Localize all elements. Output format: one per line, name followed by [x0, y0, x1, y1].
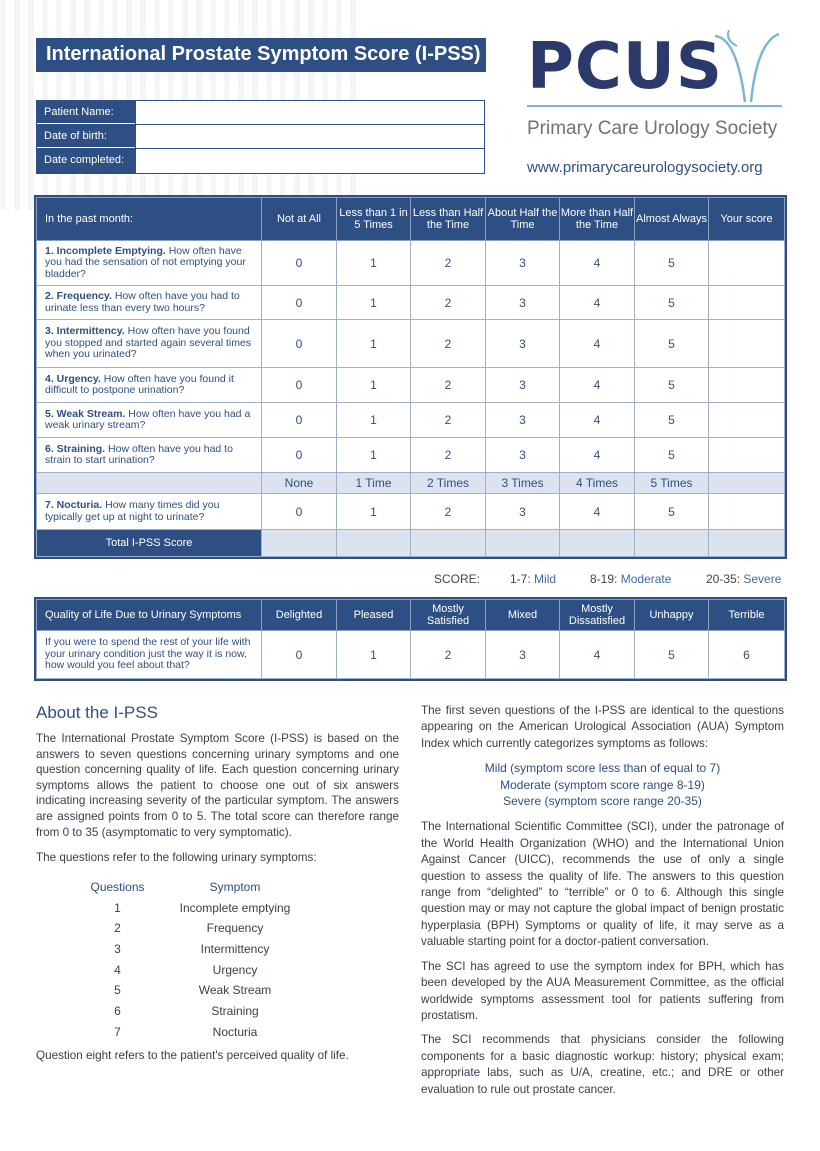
about-paragraph: The International Scientific Committee (SCI), under the patronage of the World Health Organization (WHO) and the International Union Against Cancer (UICC), recommends the use of only a single question to assess the quality of life. The answers to this question range from “delighted” to “terrible” or 0 to 6. Although this single question may or may not capture the global impact of benign prostatic hyperplasia (BPH) Symptoms or quality of life, it may serve as a valuable starting point for a doctor-patient conversation. — [421, 820, 784, 949]
pcus-logo — [525, 28, 795, 183]
category-moderate: Moderate (symptom score range 8-19) — [500, 777, 705, 792]
date-completed-row — [37, 149, 484, 173]
score-option[interactable]: 0 — [262, 320, 337, 368]
qol-question: If you were to spend the rest of your life with your urinary condition just the way it is now, how would you feel about that? — [37, 631, 262, 679]
moderate-range-value: 8-19: — [590, 572, 618, 586]
symptom-number: 4 — [114, 962, 121, 977]
question-text: How many times did you typically get up at night to urinate? — [45, 499, 220, 523]
qol-score-option[interactable]: 6 — [709, 631, 785, 679]
question-cell — [37, 320, 262, 368]
score-option[interactable]: 0 — [262, 438, 337, 473]
about-paragraph: The SCI has agreed to use the symptom index for BPH, which has been developed by the AUA Measurement Committee, as the official worldwide symptoms assessment tool for patients suffering from prostatism. — [421, 959, 784, 1022]
category-severe: Severe (symptom score range 20-35) — [503, 794, 702, 809]
question-title: 5. Weak Stream. — [45, 407, 126, 420]
total-cell — [560, 530, 635, 557]
about-heading: About the I-PSS — [36, 703, 158, 722]
score-option[interactable]: 1 — [337, 286, 411, 320]
total-cell — [262, 530, 337, 557]
score-option[interactable]: 3 — [486, 368, 560, 403]
question-row — [37, 286, 785, 320]
question-text: How often have you had a weak urinary stream? — [45, 407, 251, 431]
about-paragraph: The International Prostate Symptom Score (I-PSS) is based on the answers to seven questions concerning urinary symptoms and one question concerning quality of life. Each question concerning urinary symptoms allows the patient to choose one out of six answers indicating increasing severity of the particular symptom. The answers are assigned points from 0 to 5. The total score can therefore range from 0 to 35 (asymptomatic to very symptomatic). — [36, 732, 399, 839]
score-option[interactable]: 4 — [560, 438, 635, 473]
moderate-label: Moderate — [620, 572, 672, 586]
question-title: 4. Urgency. — [45, 372, 101, 385]
qol-question-row — [37, 631, 785, 679]
qol-col-header: Pleased — [337, 600, 411, 631]
question-row — [37, 241, 785, 286]
score-option[interactable]: 5 — [635, 241, 709, 286]
qol-score-option[interactable]: 5 — [635, 631, 709, 679]
qol-col-header: Unhappy — [635, 600, 709, 631]
symptom-list — [75, 880, 310, 1046]
nocturia-col-header: 5 Times — [635, 473, 709, 494]
score-option[interactable]: 2 — [411, 438, 486, 473]
qol-col-header: Mixed — [486, 600, 560, 631]
score-option[interactable]: 1 — [337, 494, 411, 530]
question-text: How often have you had to urinate less than every two hours? — [45, 290, 240, 314]
symptom-number: 3 — [114, 942, 121, 957]
question-row — [37, 438, 785, 473]
total-cell — [337, 530, 411, 557]
ipss-header-label: In the past month: — [37, 198, 262, 241]
score-option[interactable]: 0 — [262, 368, 337, 403]
moderate-range — [590, 572, 671, 586]
score-option[interactable]: 3 — [486, 438, 560, 473]
qol-header-label: Quality of Life Due to Urinary Symptoms — [37, 600, 262, 631]
quality-of-life-table — [36, 599, 785, 679]
severe-label: Severe — [743, 572, 782, 586]
score-option[interactable]: 5 — [635, 286, 709, 320]
qol-score-option[interactable]: 0 — [262, 631, 337, 679]
score-option[interactable]: 0 — [262, 403, 337, 438]
score-option[interactable]: 4 — [560, 286, 635, 320]
score-option[interactable]: 3 — [486, 403, 560, 438]
symptom-row — [75, 942, 310, 963]
your-score-cell[interactable] — [709, 241, 785, 286]
your-score-cell[interactable] — [709, 403, 785, 438]
score-option[interactable]: 5 — [635, 403, 709, 438]
ipss-col-header: Your score — [709, 198, 785, 241]
nocturia-col-header: 3 Times — [486, 473, 560, 494]
score-option[interactable]: 4 — [560, 241, 635, 286]
score-option[interactable]: 4 — [560, 368, 635, 403]
about-left-column — [36, 731, 399, 876]
severe-range — [706, 572, 781, 586]
symptom-name: Straining — [211, 1004, 259, 1019]
question-cell — [37, 438, 262, 473]
logo-divider — [527, 105, 782, 107]
question-cell — [37, 241, 262, 286]
question-text: How often have you had the sensation of not emptying your bladder? — [45, 244, 246, 280]
severe-range-value: 20-35: — [706, 572, 741, 586]
category-mild: Mild (symptom score less than of equal to 7) — [484, 761, 721, 776]
question-cell — [37, 494, 262, 530]
question-title: 2. Frequency. — [45, 290, 112, 302]
ipss-col-header: Less than 1 in 5 Times — [337, 198, 411, 241]
ipss-header-row — [37, 198, 785, 241]
score-option[interactable]: 2 — [411, 286, 486, 320]
score-option[interactable]: 5 — [635, 320, 709, 368]
symptom-row — [75, 1025, 310, 1046]
score-option[interactable]: 5 — [635, 494, 709, 530]
nocturia-col-header: 4 Times — [560, 473, 635, 494]
logo-wave-icon — [707, 28, 787, 108]
question-text: How often have you had to strain to start urination? — [45, 442, 233, 466]
total-score-label: Total I-PSS Score — [37, 530, 262, 557]
question-text: How often have you found it difficult to postpone urination? — [45, 372, 234, 396]
score-option[interactable]: 3 — [486, 286, 560, 320]
nocturia-col-header: 2 Times — [411, 473, 486, 494]
mild-label: Mild — [534, 572, 557, 586]
date-of-birth-label: Date of birth: — [37, 125, 135, 148]
score-legend-label: SCORE: — [434, 572, 481, 586]
question-row — [37, 320, 785, 368]
date-of-birth-row — [37, 125, 484, 149]
score-option[interactable]: 5 — [635, 438, 709, 473]
symptom-name: Urgency — [212, 962, 258, 977]
qol-score-option[interactable]: 3 — [486, 631, 560, 679]
score-option[interactable]: 4 — [560, 403, 635, 438]
logo-name: PCUS — [527, 30, 723, 104]
symptom-name: Nocturia — [212, 1024, 258, 1039]
ipss-col-header: Not at All — [262, 198, 337, 241]
symptom-name: Weak Stream — [198, 983, 272, 998]
question-row — [37, 403, 785, 438]
mild-range-value: 1-7: — [510, 572, 531, 586]
qol-score-option[interactable]: 1 — [337, 631, 411, 679]
score-option[interactable]: 1 — [337, 438, 411, 473]
symptom-number: 6 — [114, 1004, 121, 1019]
score-option[interactable]: 2 — [411, 241, 486, 286]
symptom-number: 1 — [114, 900, 121, 915]
score-option[interactable]: 2 — [411, 494, 486, 530]
date-completed-input[interactable] — [135, 149, 484, 173]
ipss-table — [36, 197, 785, 557]
your-score-cell[interactable] — [709, 368, 785, 403]
question-text: How often have you found you stopped and started again several times when you urinated? — [45, 325, 252, 361]
qol-col-header: Mostly Satisfied — [411, 600, 486, 631]
society-url[interactable]: www.primarycareurologysociety.org — [527, 159, 763, 176]
score-option[interactable]: 1 — [337, 320, 411, 368]
total-cell — [486, 530, 560, 557]
qol-col-header: Terrible — [709, 600, 785, 631]
question-cell — [37, 286, 262, 320]
symptom-name: Frequency — [206, 921, 264, 936]
score-option[interactable]: 1 — [337, 241, 411, 286]
score-option[interactable]: 3 — [486, 241, 560, 286]
nocturia-header-empty — [709, 473, 785, 494]
question-cell — [37, 403, 262, 438]
ipss-col-header: Almost Always — [635, 198, 709, 241]
your-score-cell[interactable] — [709, 320, 785, 368]
question-row — [37, 368, 785, 403]
score-option[interactable]: 1 — [337, 403, 411, 438]
symptom-name: Intermittency — [200, 942, 270, 957]
score-option[interactable]: 0 — [262, 241, 337, 286]
mild-range — [510, 572, 556, 586]
question-cell — [37, 368, 262, 403]
symptom-number: 5 — [114, 983, 121, 998]
ipss-col-header: More than Half the Time — [560, 198, 635, 241]
ipss-col-header: About Half the Time — [486, 198, 560, 241]
score-option[interactable]: 4 — [560, 494, 635, 530]
questions-col-header: Questions — [90, 880, 145, 894]
about-right-column — [421, 703, 784, 1106]
score-option[interactable]: 2 — [411, 403, 486, 438]
score-option[interactable]: 0 — [262, 494, 337, 530]
score-option[interactable]: 4 — [560, 320, 635, 368]
symptom-row — [75, 963, 310, 984]
patient-name-label: Patient Name: — [37, 101, 135, 124]
symptom-number: 7 — [114, 1024, 121, 1039]
score-option[interactable]: 3 — [486, 320, 560, 368]
logo-society: Primary Care Urology Society — [527, 118, 778, 139]
about-paragraph: The first seven questions of the I-PSS are identical to the questions appearing on the American Urological Association (AUA) Symptom Index which currently categorizes symptoms as follows: — [421, 704, 784, 750]
nocturia-header-row — [37, 473, 785, 494]
about-paragraph: The questions refer to the following urinary symptoms: — [36, 851, 317, 865]
total-row — [37, 530, 785, 557]
question-row — [37, 494, 785, 530]
nocturia-header-empty — [37, 473, 262, 494]
score-option[interactable]: 2 — [411, 368, 486, 403]
date-of-birth-input[interactable] — [135, 125, 484, 148]
question-eight-note: Question eight refers to the patient's perceived quality of life. — [36, 1049, 349, 1062]
patient-name-row — [37, 101, 484, 125]
qol-col-header: Mostly Dissatisfied — [560, 600, 635, 631]
score-option[interactable]: 5 — [635, 368, 709, 403]
total-score-field[interactable] — [709, 530, 785, 557]
qol-col-header: Delighted — [262, 600, 337, 631]
date-completed-label: Date completed: — [37, 149, 135, 173]
total-cell — [411, 530, 486, 557]
symptom-row — [75, 1004, 310, 1025]
nocturia-col-header: None — [262, 473, 337, 494]
question-title: 3. Intermittency. — [45, 325, 125, 338]
severity-categories — [421, 760, 784, 809]
patient-name-input[interactable] — [135, 101, 484, 124]
symptom-row — [75, 901, 310, 922]
question-title: 6. Straining. — [45, 442, 106, 455]
qol-score-option[interactable]: 2 — [411, 631, 486, 679]
question-title: 1. Incomplete Emptying. — [45, 244, 166, 257]
score-option[interactable]: 1 — [337, 368, 411, 403]
symptom-name: Incomplete emptying — [179, 900, 291, 915]
qol-header-row — [37, 600, 785, 631]
your-score-cell[interactable] — [709, 438, 785, 473]
your-score-cell[interactable] — [709, 286, 785, 320]
score-option[interactable]: 3 — [486, 494, 560, 530]
your-score-cell[interactable] — [709, 494, 785, 530]
qol-score-option[interactable]: 4 — [560, 631, 635, 679]
symptom-row — [75, 983, 310, 1004]
symptom-col-header: Symptom — [209, 880, 261, 894]
total-cell — [635, 530, 709, 557]
score-option[interactable]: 0 — [262, 286, 337, 320]
question-title: 7. Nocturia. — [45, 499, 103, 511]
symptom-list-header — [75, 880, 310, 901]
patient-info-form — [36, 100, 485, 174]
page-title: International Prostate Symptom Score (I-PSS) — [36, 38, 486, 72]
score-option[interactable]: 2 — [411, 320, 486, 368]
ipss-col-header: Less than Half the Time — [411, 198, 486, 241]
about-paragraph: The SCI recommends that physicians consider the following components for a basic diagnostic workup: history; physical exam; appropriate labs, such as U/A, creatine, etc.; and DRE or other evaluation to rule out prostate cancer. — [421, 1033, 784, 1096]
symptom-row — [75, 921, 310, 942]
symptom-number: 2 — [114, 921, 121, 936]
nocturia-col-header: 1 Time — [337, 473, 411, 494]
